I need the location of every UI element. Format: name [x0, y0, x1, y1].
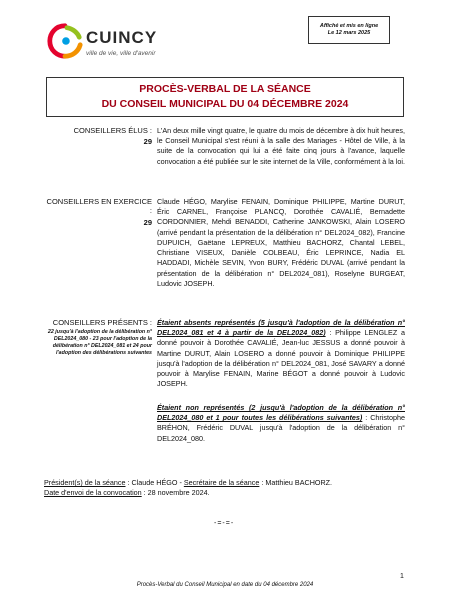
absents-heading: Étaient absents représentés (5 jusqu'à l'adoption de la délibération n° DEL2024_081 et 4 à partir de la DEL2024_082): [157, 318, 405, 338]
exercice-label-text: CONSEILLERS EN EXERCICE :: [46, 197, 152, 216]
president-value: : Claude HÉGO -: [125, 478, 184, 487]
elus-label-text: CONSEILLERS ÉLUS :: [73, 126, 152, 135]
elus-count: 29: [143, 137, 152, 147]
exercice-count: 29: [143, 217, 152, 227]
secretary-value: : Matthieu BACHORZ.: [259, 478, 333, 487]
elus-label: [44, 126, 152, 147]
absents-paragraph: [157, 318, 405, 390]
title-line-2: DU CONSEIL MUNICIPAL DU 04 DÉCEMBRE 2024: [101, 98, 349, 110]
non-represented-heading: Étaient non représentés (2 jusqu'à l'adoption de la délibération n° DEL2024_080 et 1 pour toutes les délibérations suivantes): [157, 403, 405, 423]
cuincy-logo: [46, 20, 196, 70]
page-number: 1: [400, 573, 404, 580]
title-line-1: PROCÈS-VERBAL DE LA SÉANCE: [139, 82, 311, 95]
logo-name: CUINCY: [86, 28, 158, 47]
elus-text: L'An deux mille vingt quatre, le quatre du mois de décembre à dix huit heures, le Conseil Municipal s'est réuni à la salle des Mariages - Hôtel de Ville, à la suite de la convocation qui lui a été faite cinq jours à l'avance, laquelle convocation a été publiée sur le site internet de la Ville, conformément à la loi.: [157, 126, 405, 166]
convocation-label: Date d'envoi de la convocation: [44, 488, 142, 498]
page-footer: Procès-Verbal du Conseil Municipal en date du 04 décembre 2024: [136, 582, 314, 588]
session-officers: [44, 478, 332, 499]
non-represented-paragraph: [157, 403, 405, 444]
absents-text: : Philippe LENGLEZ a donné pouvoir à Dorothée CAVALIÉ, Jean-luc JESSUS a donné pouvoir à Martine DURUT, Alain LOSERO a donné pouvoir à Dominique PHILIPPE jusqu'à l'adoption de la délibération n° DEL2024_081, José SAVARY a donné pouvoir à Marylise FENAIN, Marine BÉGOT a donné pouvoir à Ludovic JOSEPH.: [157, 328, 405, 389]
convocation-line: [44, 488, 332, 498]
stamp-line-1: Affiché et mis en ligne: [319, 22, 379, 29]
exercice-label: [44, 197, 152, 227]
presents-detail: 22 jusqu'à l'adoption de la délibération n° DEL2024_080 - 23 pour l'adoption de la délibération n° DEL2024_081 et 24 pour l'adoption des délibérations suivantes: [47, 329, 152, 356]
cuincy-emblem-icon: [46, 22, 84, 60]
exercice-text: Claude HÉGO, Marylise FENAIN, Dominique PHILIPPE, Martine DURUT, Éric CARNEL, Françoise PLANCQ, Dorothée CAVALIÉ, Bernadette CORDONNIER, Mehdi BENADDI, Catherine JANKOWSKI, Alain LOSERO (arrivé pendant la présentation de la délibération n° DEL2024_082), Francine DUPUICH, Gaëtane LEPREUX, Matthieu BACHORZ, Chantal LEBEL, Christiane VISEUX, Danièle COLBEAU, Éric LEPRINCE, Nadia EL HADDADI, Michèle SEVIN, Yvon BURY, Frédéric DUVAL (arrivé pendant la présentation de la délibération n° DEL2024_081), Roselyne BURGEAT, Ludovic JOSEPH.: [157, 197, 405, 288]
convocation-value: : 28 novembre 2024.: [141, 488, 210, 498]
secretary-label: Secrétaire de la séance: [183, 478, 260, 487]
president-label: Président(s) de la séance: [44, 478, 126, 487]
presents-label-text: CONSEILLERS PRÉSENTS :: [52, 318, 152, 327]
non-represented-text: : Christophe BRÉHON, Frédéric DUVAL jusqu'à l'adoption de la délibération n° DEL2024_080.: [157, 413, 405, 443]
document-title: [46, 77, 404, 117]
stamp-line-2: Le 12 mars 2025: [327, 30, 371, 36]
posting-stamp: [308, 16, 390, 44]
officers-line: [44, 478, 332, 488]
logo-tagline: ville de vie, ville d'avenir: [86, 50, 156, 57]
separator: -=-=-: [214, 520, 235, 527]
presents-label: [44, 318, 152, 357]
